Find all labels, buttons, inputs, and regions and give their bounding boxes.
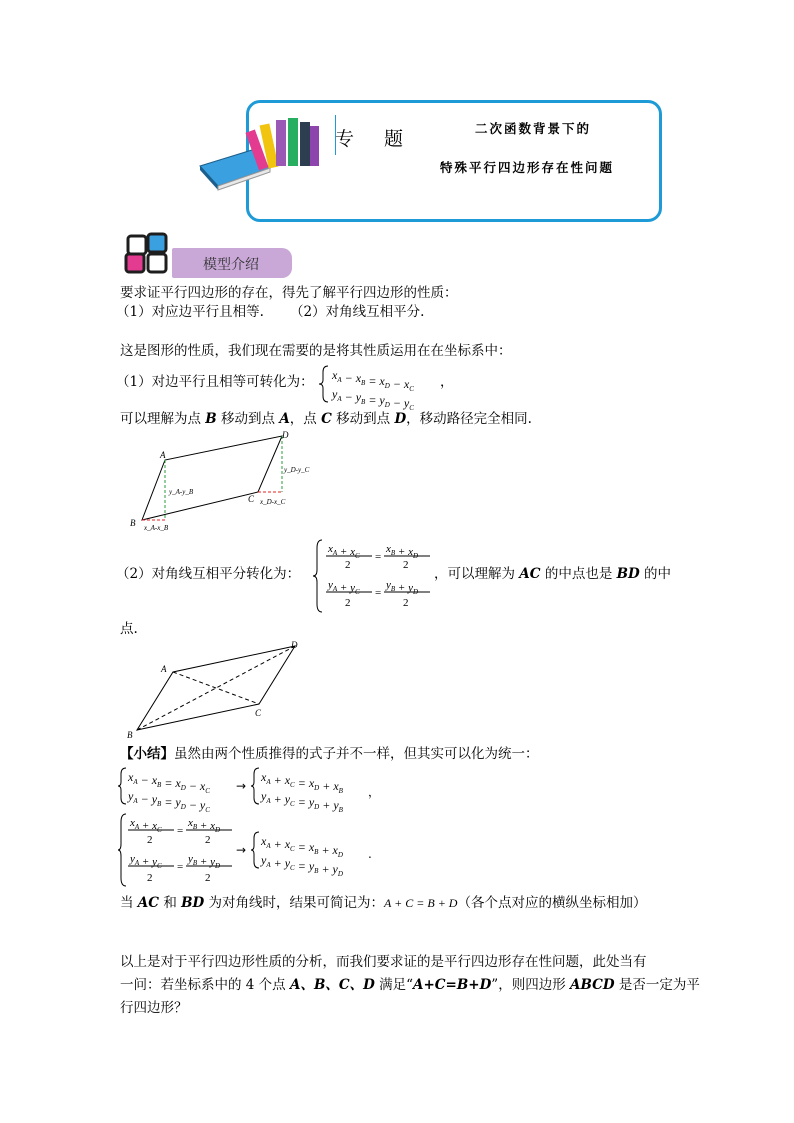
equation-text: $y_B + y_D$ xyxy=(188,853,221,870)
equation-text: $x_A - x_B = x_D - x_C$ xyxy=(332,368,414,393)
svg-text:→: → xyxy=(236,779,247,793)
context-paragraph: 这是图形的性质，我们现在需要的是将其性质运用在在坐标系中： xyxy=(120,343,512,359)
equation-text: $y_A - y_B = y_D - y_C$ xyxy=(332,387,414,412)
final-line-1: 以上是对于平行四边形性质的分析，而我们要求证的是平行四边形存在性问题，此处当有 xyxy=(120,954,647,970)
label-A: A xyxy=(161,664,167,674)
summary-equations-1 xyxy=(118,766,381,814)
svg-text:=: = xyxy=(177,825,184,837)
label-C: C xyxy=(255,708,262,718)
svg-text:=: = xyxy=(375,551,382,563)
equation-text: $y_A - y_B = y_D - y_C$ xyxy=(128,789,210,814)
banner-subtitle-2: 特殊平行四边形存在性问题 xyxy=(440,160,615,175)
svg-text:.: . xyxy=(368,847,372,861)
label-B: B xyxy=(130,518,136,528)
dx1-label: x_A-x_B xyxy=(144,524,169,532)
label-B: B xyxy=(127,730,133,740)
banner-title: 专 题 xyxy=(335,128,416,150)
equation-text: $y_A + y_C = y_B + y_D$ xyxy=(261,853,343,878)
svg-text:2: 2 xyxy=(403,559,409,571)
final-line-3: 行四边形？ xyxy=(120,1000,188,1016)
intro-paragraph: 要求证平行四边形的存在，得先了解平行四边形的性质： xyxy=(120,285,458,301)
item2-equations xyxy=(312,538,440,614)
section-tag-label: 模型介绍 xyxy=(203,257,259,273)
summary-line: 【小结】虽然由两个性质推得的式子并不一样，但其实可以化为统一： xyxy=(120,746,539,762)
equation-text: $y_B + y_D$ xyxy=(386,579,419,596)
summary-equations-2 xyxy=(118,812,378,892)
grid-squares-icon xyxy=(124,230,174,276)
parallelogram-figure-1 xyxy=(120,430,320,535)
label-D: D xyxy=(282,430,289,440)
svg-text:，: ， xyxy=(368,785,381,799)
svg-text:2: 2 xyxy=(205,872,211,884)
dy1-label: y_A-y_B xyxy=(169,488,194,496)
equation-text: $x_B + x_D$ xyxy=(386,543,419,560)
property-1: （1）对应边平行且相等. xyxy=(116,304,264,320)
path-paragraph: 可以理解为点 B 移动到点 A，点 C 移动到点 D，移动路径完全相同. xyxy=(120,411,532,427)
svg-text:→: → xyxy=(236,843,247,857)
svg-text:2: 2 xyxy=(205,834,211,846)
svg-text:2: 2 xyxy=(345,597,351,609)
label-C: C xyxy=(248,494,255,504)
equation-text: $x_B + x_D$ xyxy=(188,817,221,834)
svg-text:=: = xyxy=(177,861,184,873)
item2-tail: ，可以理解为 AC 的中点也是 BD 的中 xyxy=(434,566,672,582)
books-icon xyxy=(190,108,330,188)
dx2-label: x_D-x_C xyxy=(260,498,286,506)
equation-text: $y_A + y_C$ xyxy=(130,853,162,870)
svg-text:2: 2 xyxy=(147,834,153,846)
svg-text:2: 2 xyxy=(147,872,153,884)
svg-text:2: 2 xyxy=(403,597,409,609)
equation-text: $y_A + y_C$ xyxy=(328,579,360,596)
property-2: （2）对角线互相平分. xyxy=(290,304,425,320)
diagonal-summary: 当 AC 和 BD 为对角线时，结果可简记为：A + C = B + D（各个点对应的横纵坐标相加） xyxy=(120,895,647,911)
dy2-label: y_D-y_C xyxy=(284,466,310,474)
final-line-2: 一问：若坐标系中的 4 个点 A、B、C、D 满足“A+C=B+D”，则四边形 ABCD 是否一定为平 xyxy=(120,977,700,993)
label-D: D xyxy=(291,640,298,650)
equation-text: $x_A + x_C$ xyxy=(130,817,162,834)
banner-subtitle-1: 二次函数背景下的 xyxy=(475,121,592,136)
equation-text: $x_A + x_C = x_D + x_B$ xyxy=(261,770,343,795)
svg-text:2: 2 xyxy=(345,559,351,571)
equation-text: $x_A + x_C = x_B + x_D$ xyxy=(261,834,343,859)
equation-text: $y_A + y_C = y_D + y_B$ xyxy=(261,789,343,814)
equation-text: $x_A - x_B = x_D - x_C$ xyxy=(128,770,210,795)
label-A: A xyxy=(160,450,166,460)
svg-text:=: = xyxy=(375,587,382,599)
parallelogram-figure-2 xyxy=(125,638,310,738)
equation-text: $x_A + x_C$ xyxy=(328,543,360,560)
item1-equations xyxy=(318,364,448,412)
item1-label: （1）对边平行且相等可转化为： xyxy=(116,374,314,390)
item2-label: （2）对角线互相平分转化为： xyxy=(116,566,301,582)
